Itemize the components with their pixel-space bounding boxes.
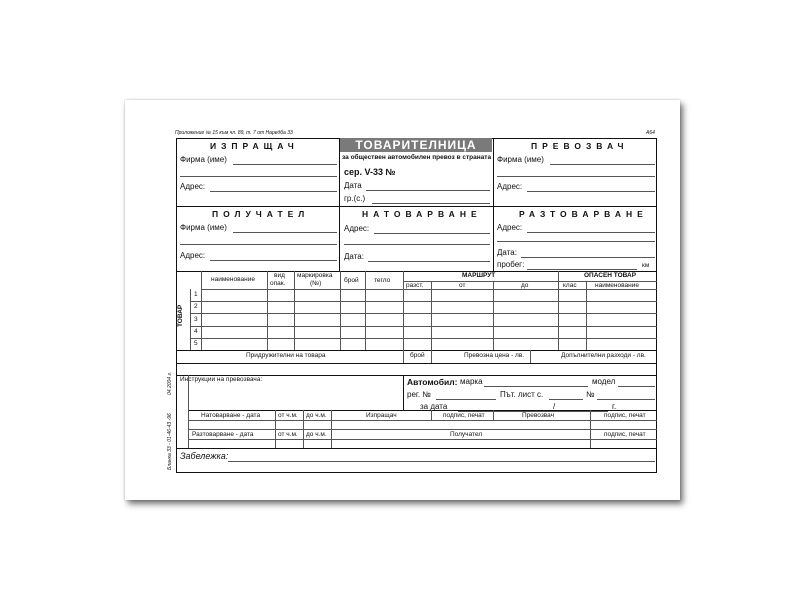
row-number: 2 xyxy=(194,303,198,310)
danger-class: клас xyxy=(563,282,577,289)
col-line xyxy=(493,281,494,350)
sender-address-label: Адрес: xyxy=(180,182,206,191)
col-line xyxy=(267,271,268,350)
col-line xyxy=(275,410,276,448)
vehicle-label: Автомобил: xyxy=(407,377,458,387)
docs-price: Превозна цена - лв. xyxy=(464,352,525,359)
loading-date-label: Дата: xyxy=(344,252,364,261)
loading-line xyxy=(344,244,490,245)
unloading-heading: РАЗТОВАРВАНЕ xyxy=(519,209,648,219)
carrier-line xyxy=(497,176,655,177)
row-number: 3 xyxy=(194,316,198,323)
unloading-line xyxy=(497,241,655,242)
receiver-address-label: Адрес: xyxy=(180,251,206,260)
vehicle-brand-line xyxy=(484,386,588,387)
divider xyxy=(176,363,657,364)
col-line xyxy=(558,271,559,350)
col-line xyxy=(190,289,191,350)
col-line xyxy=(403,350,404,363)
vehicle-waybill-line xyxy=(549,399,583,400)
date-label: Дата xyxy=(344,181,362,190)
divider xyxy=(176,206,657,207)
vehicle-waybill: Път. лист с. xyxy=(500,390,544,399)
danger-header: ОПАСЕН ТОВАР xyxy=(584,272,637,279)
danger-name: наименование xyxy=(595,282,639,289)
col-line xyxy=(294,271,295,350)
divider xyxy=(403,375,404,410)
carrier-firm-line xyxy=(550,164,655,165)
row-number: 5 xyxy=(194,340,198,347)
receiver-line xyxy=(180,244,337,245)
route-from: от xyxy=(459,282,466,289)
unloading-date-line xyxy=(521,257,655,258)
date-line xyxy=(366,190,490,191)
bottom-sender: Изпращач xyxy=(366,412,397,419)
col-line xyxy=(493,410,494,420)
form-subtitle: за обществен автомобилен превоз в страната xyxy=(342,154,492,161)
sign-row-line xyxy=(188,439,657,440)
bottom-sign: подпис, печат xyxy=(604,412,646,419)
sender-firm-line xyxy=(233,164,337,165)
col-name: наименование xyxy=(211,276,255,283)
divider xyxy=(188,410,657,411)
carrier-address-line xyxy=(527,191,655,192)
row-number: 1 xyxy=(194,291,198,298)
remark-line xyxy=(228,461,655,462)
loading-heading: НАТОВАРВАНЕ xyxy=(362,209,482,219)
loading-date-line xyxy=(368,261,490,262)
col-count: брой xyxy=(344,277,359,284)
divider xyxy=(176,350,657,351)
col-line xyxy=(530,350,531,363)
route-header: МАРШРУТ xyxy=(462,272,496,279)
mileage-label: пробег: xyxy=(497,260,525,269)
divider xyxy=(339,138,340,271)
form-code: А64 xyxy=(646,130,655,136)
vehicle-reg: рег. № xyxy=(407,390,431,399)
bottom-loading: Натоварване - дата xyxy=(201,412,261,419)
sign-row-line xyxy=(188,420,657,421)
bottom-carrier: Превозвач xyxy=(522,412,555,419)
vehicle-brand: марка xyxy=(460,377,483,386)
divider xyxy=(493,138,494,271)
vehicle-for-date: за дата xyxy=(420,402,448,411)
city-label: гр.(с.) xyxy=(344,194,366,203)
goods-header-line xyxy=(201,289,657,290)
col-mark-1: маркировка xyxy=(297,272,333,279)
loading-address-label: Адрес: xyxy=(344,224,370,233)
divider xyxy=(176,375,657,376)
side-code: Бланка 33 - 01-46-43 -96 xyxy=(167,413,173,470)
loading-address-line xyxy=(374,233,490,234)
docs-count: брой xyxy=(410,352,425,359)
vehicle-slash: / xyxy=(553,402,556,411)
col-line xyxy=(590,410,591,448)
side-code-date: 04.2004 г. xyxy=(167,371,173,395)
vehicle-number: № xyxy=(586,390,595,399)
city-line xyxy=(372,203,490,204)
vehicle-reg-line xyxy=(436,399,496,400)
carrier-firm-label: Фирма (име) xyxy=(497,155,544,164)
sender-heading: ИЗПРАЩАЧ xyxy=(210,141,299,151)
receiver-heading: ПОЛУЧАТЕЛ xyxy=(212,209,310,219)
sign-row-line xyxy=(188,429,657,430)
col-line xyxy=(340,271,341,350)
row-number: 4 xyxy=(194,328,198,335)
col-mark-2: (№) xyxy=(310,280,322,287)
unloading-address-line xyxy=(527,232,655,233)
bottom-from-hour: от ч.м. xyxy=(278,412,298,419)
bottom-to-hour: до ч.м. xyxy=(306,431,327,438)
unloading-date-label: Дата: xyxy=(497,248,517,257)
col-line xyxy=(303,410,304,448)
col-line xyxy=(431,350,432,363)
col-line xyxy=(431,410,432,420)
sender-line xyxy=(180,176,337,177)
docs-extra: Допълнителни разходи - лв. xyxy=(561,352,646,359)
bottom-receiver: Получател xyxy=(450,431,483,438)
col-weight: тегло xyxy=(374,277,391,284)
vehicle-number-line xyxy=(597,399,655,400)
col-pack-2: опак. xyxy=(270,280,286,287)
col-line xyxy=(201,271,202,350)
col-line xyxy=(586,281,587,350)
col-line xyxy=(331,410,332,448)
bottom-unloading: Разтоварване - дата xyxy=(192,431,254,438)
col-line xyxy=(365,271,366,350)
bottom-sign: подпис, печат xyxy=(604,431,646,438)
col-line xyxy=(188,375,189,448)
series-number: сер. V-33 № xyxy=(344,167,396,177)
bottom-sign: подпис, печат xyxy=(443,412,485,419)
bottom-to-hour: до ч.м. xyxy=(306,412,327,419)
vehicle-model-line xyxy=(618,386,655,387)
mileage-unit: км xyxy=(642,262,650,269)
route-to: до xyxy=(521,282,529,289)
vehicle-model: модел xyxy=(592,377,616,386)
receiver-firm-label: Фирма (име) xyxy=(180,223,227,232)
col-line xyxy=(431,281,432,350)
form-frame xyxy=(176,138,657,473)
receiver-address-line xyxy=(210,260,337,261)
top-note: Приложение № 15 към чл. 89, т. 7 от Наредба 33 xyxy=(175,130,293,136)
col-line xyxy=(403,271,404,350)
docs-accompanying: Придружителни на товара xyxy=(246,352,326,359)
mileage-line xyxy=(527,269,637,270)
bottom-from-hour: от ч.м. xyxy=(278,431,298,438)
remark-label: Забележка: xyxy=(180,451,229,461)
carrier-address-label: Адрес: xyxy=(497,182,523,191)
sender-address-line xyxy=(210,191,337,192)
vehicle-year: г. xyxy=(612,402,617,411)
unloading-address-label: Адрес: xyxy=(497,223,523,232)
sender-firm-label: Фирма (име) xyxy=(180,155,227,164)
instructions-label: Инструкции на превозвача: xyxy=(180,376,263,383)
receiver-firm-line xyxy=(233,232,337,233)
route-dist: разст. xyxy=(406,282,424,289)
col-pack-1: вид xyxy=(274,272,285,279)
goods-side-label: ТОВАР xyxy=(177,304,184,327)
carrier-heading: ПРЕВОЗВАЧ xyxy=(531,141,629,151)
divider xyxy=(176,448,657,449)
form-title: ТОВАРИТЕЛНИЦА xyxy=(340,138,492,152)
